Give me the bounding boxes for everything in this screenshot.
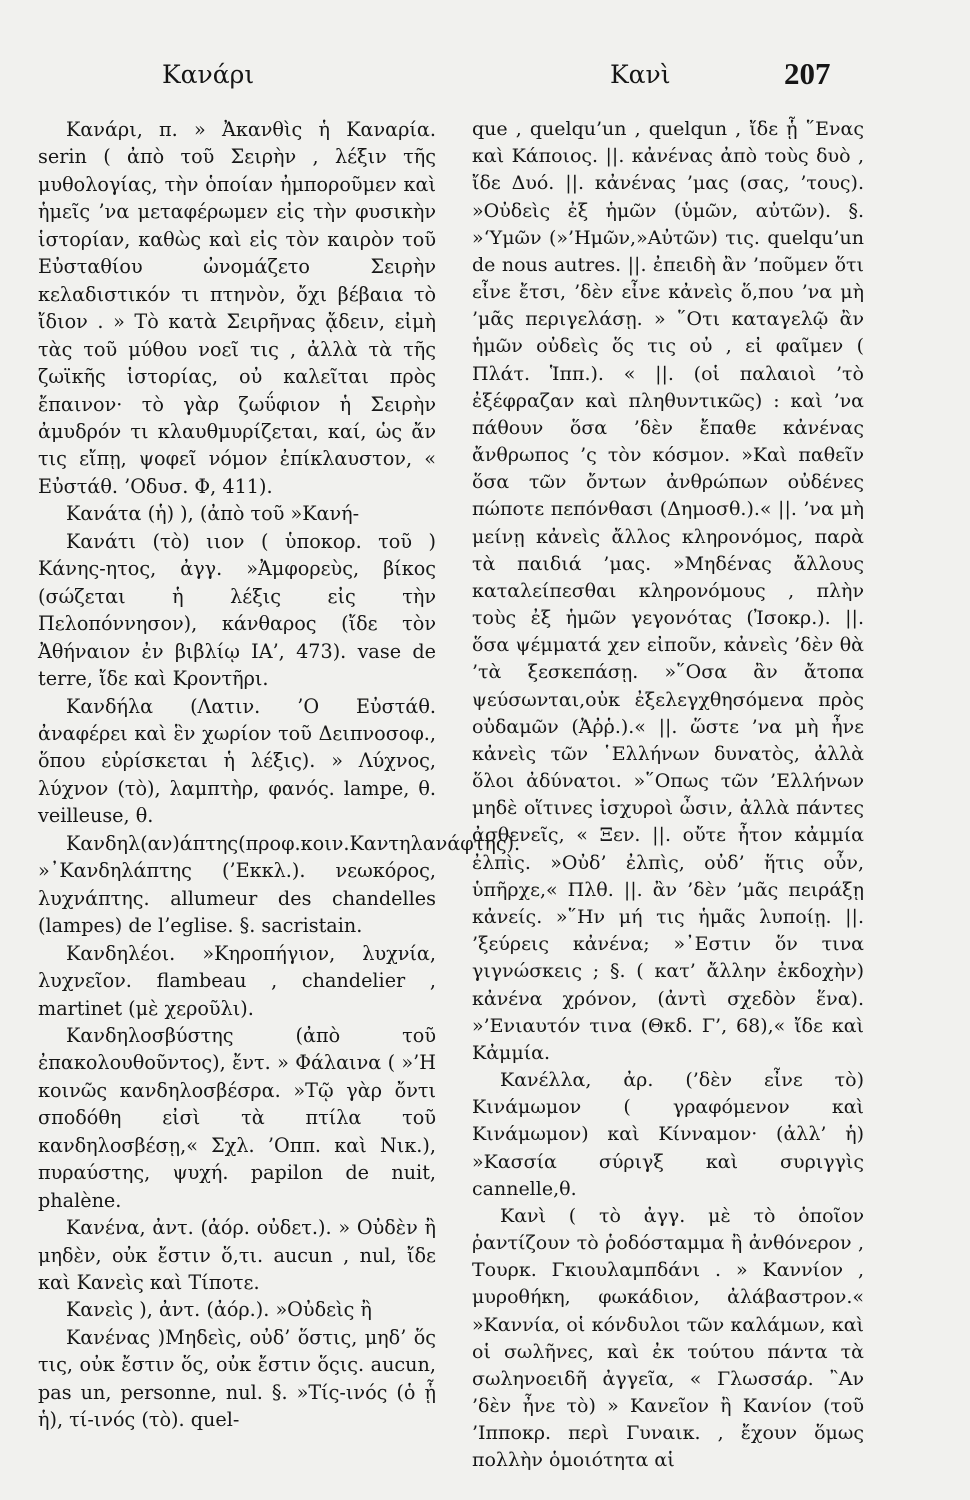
entry-kanenas: Κανένας )Μηδεὶς, οὐδ’ ὅστις, μηδ’ ὅς τις, οὐκ ἔστιν ὅς, οὐκ ἔστιν ὅςις. aucun, pas un, personne, nul. §. »Τίς-ινός (ὁ ᾗ ἡ), τί-ινός (τὸ). quel- bbox=[38, 1325, 436, 1432]
right-column bbox=[472, 116, 864, 1475]
entry-kandilosvystis: Κανδηλοσβύστης (ἀπὸ τοῦ ἐπακολουθοῦντος), ἔντ. » Φάλαινα ( »’Η κοινῶς κανδηλοσβέσρα. »Τῷ γὰρ ὄντι σποδόθη εἰσὶ τὰ πτίλα τοῦ κανδηλοσβέσῃ,« Σχλ. ’Οππ. καὶ Νικ.), πυραύστης, ψυχή. papilon de nuit, phalène. bbox=[38, 1023, 436, 1212]
running-header bbox=[40, 56, 852, 100]
entry-kandila: Κανδήλα (Λατιν. ’Ο Εὐστάθ. ἀναφέρει καὶ ἓν χωρίον τοῦ Δειπνοσοφ., ὅπου εὑρίσκεται ἡ λέξις). » Λύχνος, λύχνον (τὸ), λαμπτὴρ, φανός. lampe, θ. veilleuse, θ. bbox=[38, 694, 436, 828]
entry-kandileoi: Κανδηλέοι. »Κηροπήγιον, λυχνία, λυχνεῖον. flambeau , chandelier , martinet (μὲ χεροῦλι). bbox=[38, 941, 436, 1020]
left-column bbox=[38, 116, 521, 1434]
entry-kanena: Κανένα, ἀντ. (ἀόρ. οὐδετ.). » Οὐδὲν ἢ μηδὲν, οὐκ ἔστιν ὅ,τι. aucun , nul, ἴδε καὶ Κανεὶς καὶ Τίποτε. bbox=[38, 1216, 436, 1295]
entry-kanari: Κανάρι, π. » Ἀκανθὶς ἡ Καναρία. serin ( ἀπὸ τοῦ Σειρὴν , λέξιν τῆς μυθολογίας, τὴν ὁποίαν ἠμποροῦμεν καὶ ἡμεῖς ’να μεταφέρωμεν εἰς τὴν φυσικὴν ἱστορίαν, καθὼς καὶ εἰς τὸν καιρὸν τοῦ Εὐσταθίου ὠνομάζετο Σειρὴν κελαδιστικόν τι πτηνὸν, ὄχι βέβαια τὸ ἴδιον . » Τὸ κατὰ Σειρῆνας ᾄδειν, εἰμὴ τὰς τοῦ μύθου νοεῖ τις , ἀλλὰ τὰ τῆς ζωϊκῆς ἱστορίας, οὐ καλεῖται πρὸς ἔπαινον· τὸ γὰρ ζωΰφιον ἡ Σειρὴν ἀμυδρόν τι κλαυθμυρίζεται, καί, ὡς ἄν τις εἴπῃ, ψοφεῖ νόμον ἐπίκλαυστον, « Εὐστάθ. ’Οδυσ. Φ, 411). bbox=[38, 118, 436, 498]
header-left-word: Κανάρι bbox=[162, 60, 255, 89]
entry-kanata: Κανάτα (ἡ) ), (ἀπὸ τοῦ »Κανή- bbox=[66, 502, 360, 526]
page-number: 207 bbox=[784, 56, 831, 91]
entry-kandilaptis: Κανδηλ(αν)άπτης(προφ.κοιν.Καντηλανάφτης). »᾿Κανδηλάπτης (’Εκκλ.). νεωκόρος, λυχνάπτης. allumeur des chandelles (lampes) de l’eglise. §. sacristain. bbox=[38, 831, 521, 938]
entry-kanenas-continued: que , quelqu’un , quelqun , ἴδε ᾗ ῞Ενας καὶ Κάποιος. ||. κἀνένας ἀπὸ τοὺς δυὸ , ἴδε Δυό. ||. κἀνένας ’μας (σας, ’τους). »Οὐδεὶς ἐξ ἡμῶν (ὑμῶν, αὐτῶν). §. »‘Υμῶν (»’Ημῶν,»Αὐτῶν) τις. quelqu’un de nous autres. ||. ἐπειδὴ ἂν ’ποῦμεν ὅτι εἶνε ἔτσι, ’δὲν εἶνε κἀνεὶς ὅ,που ’να μὴ ’μᾶς περιγελάσῃ. » ῞Οτι καταγελῷ ἂν ἡμῶν οὐδεὶς ὅς τις οὐ , εἰ φαῖμεν ( Πλάτ. Ἱππ.). « ||. (οἱ παλαιοὶ ’τὸ ἐξέφραζαν καὶ πληθυντικῶς) : καὶ ’να πάθουν ὅσα ’δὲν ἔπαθε κἀνένας ἄνθρωπος ’ς τὸν κόσμον. »Καὶ παθεῖν ὅσα τῶν ὄντων ἀνθρώπων οὐδένες πώποτε πεπόνθασι (Δημοσθ.).« ||. ’να μὴ μείνῃ κἀνεὶς ἄλλος κληρονόμος, παρὰ τὰ παιδιά ’μας. »Μηδένας ἄλλους καταλείπεσθαι κληρονόμους , πλὴν τοὺς ἐξ ἡμῶν γεγονότας (Ἰσοκρ.). ||. ὅσα ψέμματά χεν εἰποῦν, κἀνεὶς ’δὲν θὰ ’τὰ ξεσκεπάσῃ. »῞Οσα ἂν ἄτοπα ψεύσωνται,οὐκ ἐξελεγχθησόμενα πρὸς οὐδαμῶν (Ἀῤῥ.).« ||. ὥστε ’να μὴ ἦνε κἀνεὶς τῶν ῾Ελλήνων δυνατὸς, ἀλλὰ ὅλοι ἀδύνατοι. »῞Οπως τῶν ’Ελλήνων μηδὲ οἵτινες ἰσχυροὶ ὦσιν, ἀλλὰ πάντες ἀσθενεῖς, « Ξεν. ||. οὔτε ἦτον κἀμμία ἐλπὶς. »Οὐδ’ ἐλπὶς, οὐδ’ ἥτις οὖν, ὑπῆρχε,« Πλθ. ||. ἂν ’δὲν ’μᾶς πειράξῃ κἀνείς. »῞Ην μή τις ἡμᾶς λυποίῃ. ||. ’ξεύρεις κἀνένα; »᾿Εστιν ὅν τινα γιγνώσκεις ; §. ( κατ’ ἄλλην ἐκδοχὴν) κἀνένα χρόνον, (ἀντὶ σχεδὸν ἕνα). »’Ενιαυτόν τινα (Θκδ. Γ’, 68),« ἴδε καὶ Κἀμμία. bbox=[472, 118, 864, 1064]
entry-kani: Κανὶ ( τὸ ἀγγ. μὲ τὸ ὁποῖον ῥαντίζουν τὸ ῥοδόσταμμα ἢ ἀνθόνερον , Τουρκ. Γκιουλαμπδάνι . » Καννίον , μυροθήκη, φωκάδιον, ἀλάβαστρον.« »Καννία, οἱ κόνδυλοι τῶν καλάμων, καὶ οἱ σωλῆνες, καὶ ἐκ τούτου πάντα τὰ σωληνοειδῆ ἀγγεῖα, « Γλωσσάρ. ῍Αν ’δὲν ἦνε τὸ) » Κανεῖον ἢ Κανίον (τοῦ ’Ιπποκρ. περὶ Γυναικ. , ἔχουν ὅμως πολλὴν ὁμοιότητα αἱ bbox=[472, 1204, 864, 1472]
entry-kanella: Κανέλλα, ἀρ. (’δὲν εἶνε τὸ) Κινάμωμον ( γραφόμενον καὶ Κινάμωμον) καὶ Κίνναμον· (ἀλλ’ ἡ) »Κασσία σύριγξ καὶ συριγγὶς cannelle,θ. bbox=[472, 1069, 864, 1200]
entry-kanati: Κανάτι (τὸ) ιιον ( ὑποκορ. τοῦ ) Κάνης-ητος, ἀγγ. »Ἀμφορεὺς, βίκος (σώζεται ἡ λέξις εἰς τὴν Πελοπόννησον), κάνθαρος (ἴδε τὸν Ἀθήναιον ἐν βιβλίῳ ΙΑ’, 473). vase de terre, ἴδε καὶ Κροντῆρι. bbox=[38, 529, 436, 691]
header-right-word: Κανὶ bbox=[610, 60, 671, 89]
entry-kaneis: Κανεὶς ), ἀντ. (ἀόρ.). »Οὐδεὶς ἢ bbox=[66, 1298, 372, 1322]
